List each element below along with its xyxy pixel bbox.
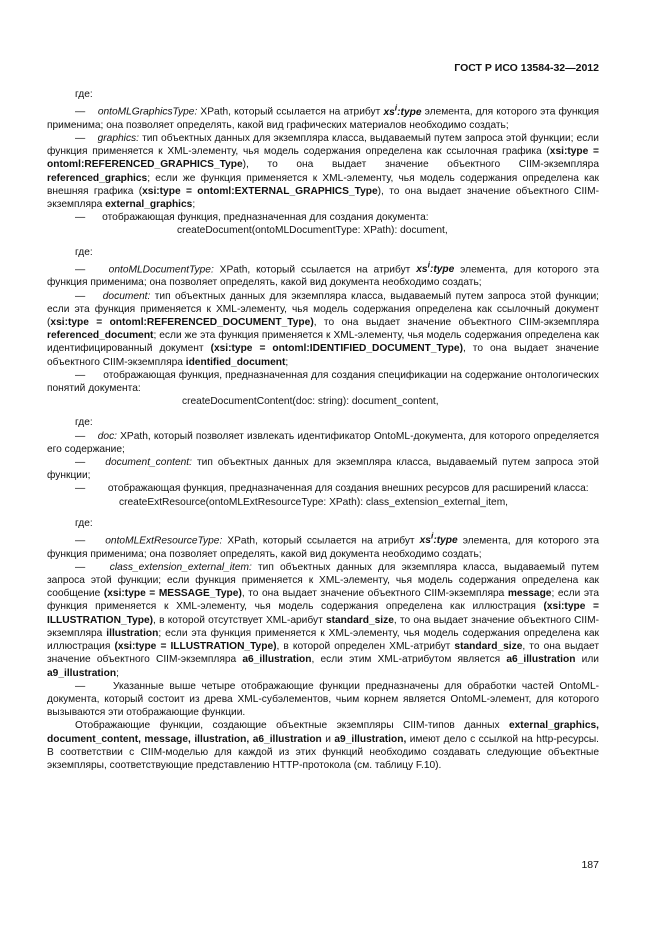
where-label: где: bbox=[75, 246, 93, 258]
where-label: где: bbox=[75, 417, 93, 429]
formula-create-ext-resource: createExtResource(ontoMLExtResourceType: XPath): class_extension_external_item, bbox=[119, 496, 509, 508]
definition-class-extension-external-item: — class_extension_external_item: тип объектных данных для экземпляра класса, выдаваемый путем запроса этой функции; если функция применяется к XML-элементу, чья модель содержания определена как сообщение (xsi:type = MESSAGE_Type), то она выдает значение объектного CIIM-экземпляра message; если эта функция применяется к XML-элементу, чья модель содержания определена как иллюстрация (xsi:type = ILLUSTRATION_Type), в которой отсутствует XML-арибут standard_size, то она выдает значение объектного CIIM-экземпляра illustration; если эта функция применяется к XML-элементу, чья модель содержания определена как иллюстрация (xsi:type = ILLUSTRATION_Type), в которой определен XML-атрибут standard_size, то она выдает значение объектного CIIM-экземпляра a6_illustration, если этим XML-атрибутом является a6_illustration или a9_illustration; bbox=[47, 561, 600, 679]
definition-ontoml-document-type: — ontoMLDocumentType: XPath, который ссылается на атрибут $xs^i:type$ элемента, для которого эта функция применима; она позволяет определять, какой вид документа необходимо создать; bbox=[47, 259, 599, 289]
definition-ontoml-graphics-type: — ontoMLGraphicsType: XPath, который ссылается на атрибут $xs^i:type$ элемента, для которого эта функция применима; она позволяет определять, какой вид графических материалов необходимо создать; bbox=[47, 102, 599, 131]
where-label: где: bbox=[75, 89, 93, 100]
formula-create-document-content: createDocumentContent(doc: string): document_content, bbox=[182, 396, 439, 408]
paragraph-http-resources: Отображающие функции, создающие объектные экземпляры CIIM-типов данных external_graphics, document_content, message, illustration, a6_illustration и a9_illustration, имеют дело с ссылкой на http-ресурсы. В соответствии с CIIM-моделью для каждой из этих функций необходимо создавать следующие объектные экземпляры, соответствующие представлению HTTP-протокола (см. таблицу F.10). bbox=[47, 720, 599, 771]
document-header: ГОСТ Р ИСО 13584-32—2012 bbox=[454, 62, 599, 74]
where-label: где: bbox=[75, 517, 93, 529]
definition-doc: — doc: XPath, который позволяет извлекать идентификатор OntoML-документа, для которого определяется его содержание; bbox=[47, 430, 600, 455]
mapping-function-document-content: — отображающая функция, предназначенная для создания спецификации на содержание онтологических понятий документа: bbox=[47, 369, 600, 395]
definition-graphics: — graphics: тип объектных данных для экземпляра класса, выдаваемый путем запроса этой функции; если функция применяется к XML-элементу, чья модель содержания определена как ссылочная графика (xsi:type = ontoml:REFERENCED_GRAPHICS_Type), то она выдает значение объектного CIIM-экземпляра referenced_graphics; если же функция применяется к XML-элементу, чья модель содержания определена как внешняя графика (xsi:type = ontoml:EXTERNAL_GRAPHICS_Type), то она выдает значение объектного CIIM-экземпляра external_graphics; bbox=[47, 133, 599, 211]
page-content bbox=[47, 88, 599, 772]
definition-document-content: — document_content: тип объектных данных для экземпляра класса, выдаваемый путем запроса этой функции; bbox=[47, 457, 600, 482]
formula-create-document: createDocument(ontoMLDocumentType: XPath): document, bbox=[177, 225, 448, 237]
note-four-functions: — Указанные выше четыре отображающие функции предназначены для обработки частей OntoML-документа, который состоит из древа XML-субэлементов, чьим корнем является OntoML-элемент, для которого вызываются эти отображающие функции. bbox=[47, 680, 599, 719]
definition-document: — document: тип объектных данных для экземпляра класса, выдаваемый путем запроса этой функции; если эта функция применяется к XML-элементу, чья модель содержания определена как ссылочный документ (xsi:type = ontoml:REFERENCED_DOCUMENT_Type), то она выдает значение объектного CIIM-экземпляра referenced_document; если же эта функция применяется к XML-элементу, чья модель содержания определена как идентифицированный документ (xsi:type = ontoml:IDENTIFIED_DOCUMENT_Type), то она выдает значение объектного CIIM-экземпляра identified_document; bbox=[47, 290, 600, 368]
page-number: 187 bbox=[581, 859, 599, 871]
definition-ontoml-ext-resource-type: — ontoMLExtResourceType: XPath, который ссылается на атрибут $xs^i:type$ элемента, для которого эта функция применима; она позволяет определять, какой вид документа необходимо создать; bbox=[47, 531, 599, 560]
mapping-function-ext-resource: — отображающая функция, предназначенная для создания внешних ресурсов для расширений класса: bbox=[75, 483, 589, 495]
mapping-function-document: — отображающая функция, предназначенная для создания документа: bbox=[75, 212, 429, 224]
